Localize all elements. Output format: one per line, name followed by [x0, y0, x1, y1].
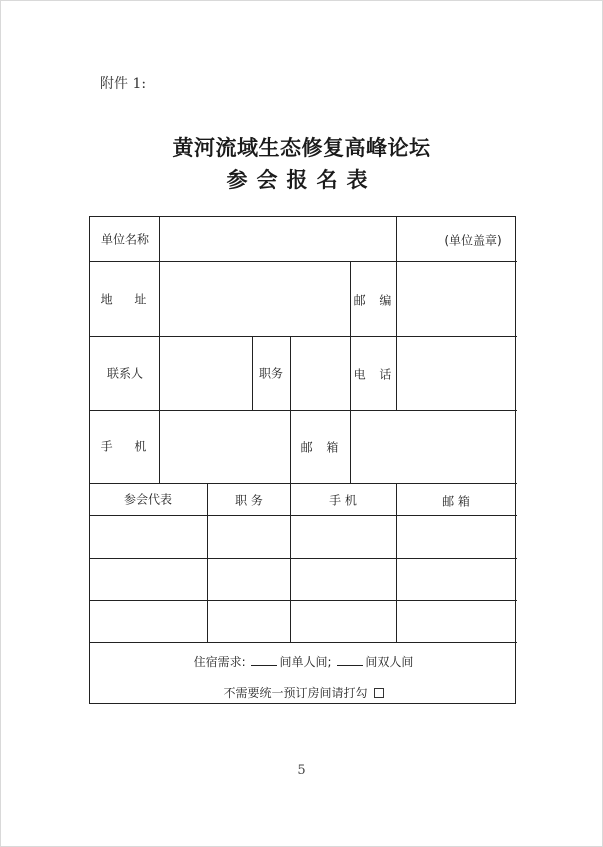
page-number: 5 — [297, 763, 306, 778]
phone-label: 电 话 — [353, 367, 397, 382]
attendee-row-2[interactable] — [91, 559, 516, 600]
email-label: 邮 箱 — [300, 440, 344, 455]
lodging-single-label: 间单人间; — [279, 655, 332, 669]
column-divider — [290, 410, 291, 483]
attendee-header-representative: 参会代表 — [123, 492, 173, 507]
attachment-label: 附件 1: — [100, 76, 147, 92]
phone-field[interactable] — [398, 337, 516, 409]
column-divider — [350, 410, 351, 483]
single-room-count-blank[interactable] — [251, 655, 277, 666]
column-divider — [396, 261, 397, 410]
form-title: 黄河流域生态修复高峰论坛 — [172, 135, 431, 160]
row-divider — [90, 642, 517, 643]
seal-note: (单位盖章) — [444, 233, 502, 248]
no-booking-note: 不需要统一预订房间请打勾 — [223, 686, 368, 700]
column-divider — [159, 217, 160, 483]
unit-name-label: 单位名称 — [100, 232, 150, 247]
row-divider — [90, 483, 517, 484]
contact-field[interactable] — [161, 337, 251, 409]
column-divider — [396, 217, 397, 261]
position-field[interactable] — [291, 337, 349, 409]
contact-label: 联系人 — [106, 366, 144, 381]
no-booking-checkbox[interactable] — [374, 688, 384, 698]
row-divider — [90, 261, 517, 262]
lodging-requirement — [90, 653, 517, 670]
attendee-header-position: 职 务 — [235, 493, 263, 508]
address-label: 地 址 — [100, 292, 156, 307]
postcode-field[interactable] — [398, 263, 516, 335]
attendee-row-1[interactable] — [91, 517, 516, 558]
attendee-header-mobile: 手 机 — [329, 493, 357, 508]
column-divider — [350, 261, 351, 410]
postcode-label: 邮 编 — [353, 293, 397, 308]
registration-table — [89, 216, 516, 704]
address-field[interactable] — [161, 263, 349, 335]
form-subtitle: 参会报名表 — [226, 167, 377, 192]
column-divider — [252, 336, 253, 410]
lodging-double-label: 间双人间 — [365, 655, 414, 669]
position-label: 职务 — [258, 366, 284, 381]
attendee-header-email: 邮 箱 — [442, 494, 470, 509]
unit-name-field[interactable] — [161, 218, 395, 260]
attendee-row-3[interactable] — [91, 601, 516, 642]
mobile-label: 手 机 — [100, 439, 156, 454]
mobile-field[interactable] — [161, 411, 289, 482]
no-booking-line — [90, 684, 517, 701]
email-field[interactable] — [352, 411, 516, 482]
double-room-count-blank[interactable] — [337, 655, 363, 666]
lodging-prefix: 住宿需求: — [193, 655, 246, 669]
